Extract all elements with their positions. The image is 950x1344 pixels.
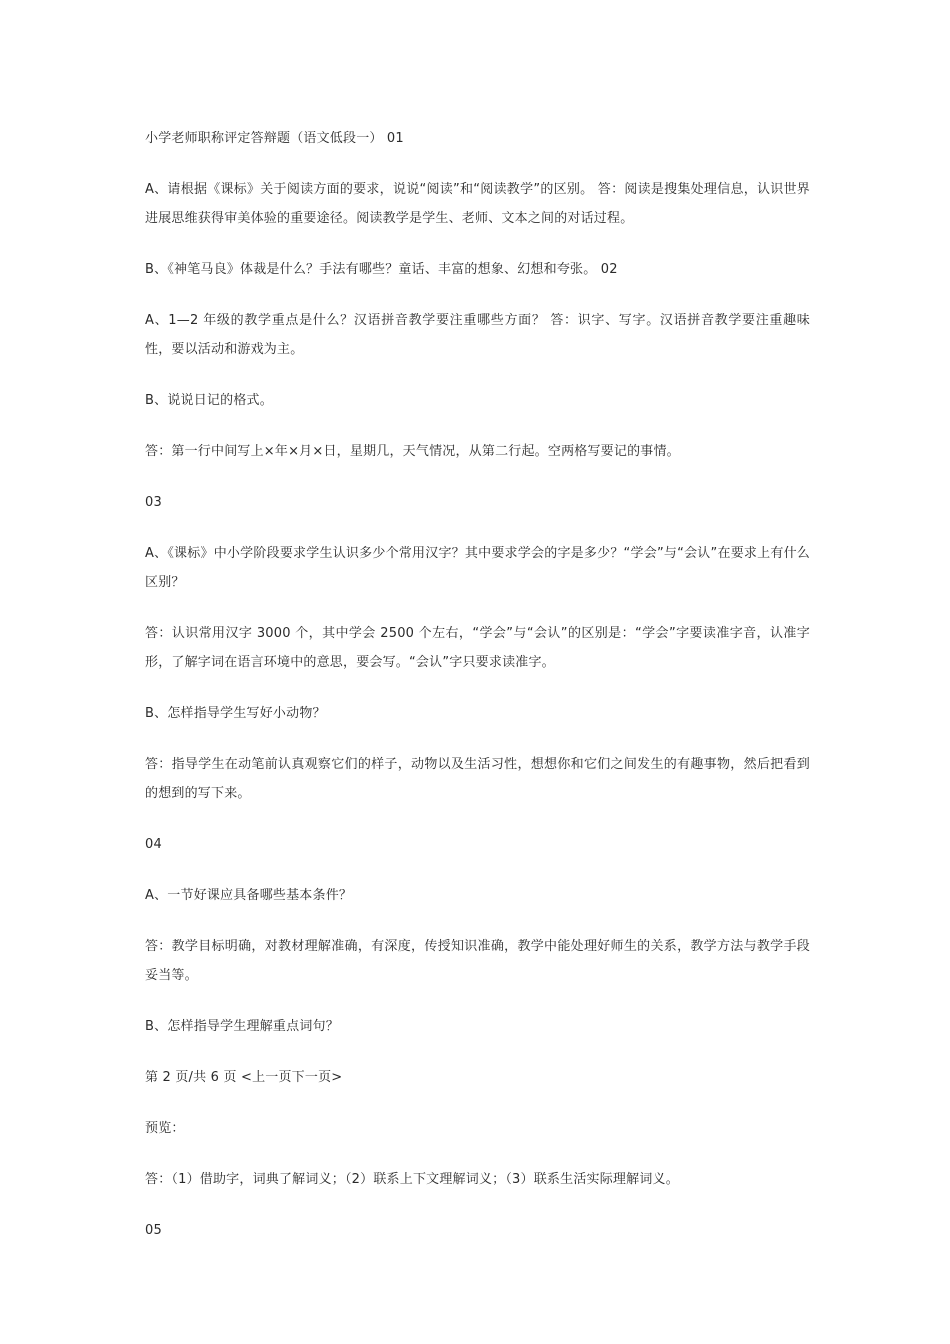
paragraph-2b-question: B、说说日记的格式。 — [145, 393, 273, 408]
paragraph-4a-answer: 答：教学目标明确，对教材理解准确，有深度，传授知识准确，教学中能处理好师生的关系，教学方法与教学手段妥当等。 — [145, 939, 810, 983]
paragraph-4b-answer: 答：（1）借助字，词典了解词义；（2）联系上下文理解词义；（3）联系生活实际理解词义。 — [145, 1172, 679, 1187]
paragraph-3b-answer: 答：指导学生在动笔前认真观察它们的样子，动物以及生活习性，想想你和它们之间发生的有趣事物，然后把看到的想到的写下来。 — [145, 757, 810, 801]
section-number-03: 03 — [145, 495, 162, 510]
paragraph-3a-question: A、《课标》中小学阶段要求学生认识多少个常用汉字？其中要求学会的字是多少？“学会”与“会认”在要求上有什么区别？ — [145, 546, 810, 590]
paragraph-4a-question: A、一节好课应具备哪些基本条件？ — [145, 888, 353, 903]
paragraph-4b-question: B、怎样指导学生理解重点词句？ — [145, 1019, 339, 1034]
page-navigation: 第 2 页/共 6 页 <上一页下一页> — [145, 1070, 343, 1085]
paragraph-3a-answer: 答：认识常用汉字 3000 个，其中学会 2500 个左右，“学会”与“会认”的区别是：“学会”字要读准字音，认准字形，了解字词在语言环境中的意思，要会写。“会认”字只要求读准字。 — [145, 626, 810, 670]
section-number-04: 04 — [145, 837, 162, 852]
document-body — [145, 124, 810, 1267]
paragraph-1b: B、《神笔马良》体裁是什么？手法有哪些？童话、丰富的想象、幻想和夸张。 02 — [145, 262, 618, 277]
paragraph-2b-answer: 答：第一行中间写上×年×月×日，星期几，天气情况，从第二行起。空两格写要记的事情。 — [145, 444, 680, 459]
preview-label: 预览： — [145, 1121, 185, 1136]
paragraph-3b-question: B、怎样指导学生写好小动物？ — [145, 706, 326, 721]
paragraph-1a: A、请根据《课标》关于阅读方面的要求，说说“阅读”和“阅读教学”的区别。 答：阅读是搜集处理信息，认识世界进展思维获得审美体验的重要途径。阅读教学是学生、老师、文本之间的对话过程。 — [145, 182, 810, 226]
paragraph-2a: A、1—2 年级的教学重点是什么？汉语拼音教学要注重哪些方面？ 答：识字、写字。汉语拼音教学要注重趣味性，要以活动和游戏为主。 — [145, 313, 810, 357]
section-number-05: 05 — [145, 1223, 162, 1238]
document-title: 小学老师职称评定答辩题（语文低段一） 01 — [145, 131, 404, 146]
